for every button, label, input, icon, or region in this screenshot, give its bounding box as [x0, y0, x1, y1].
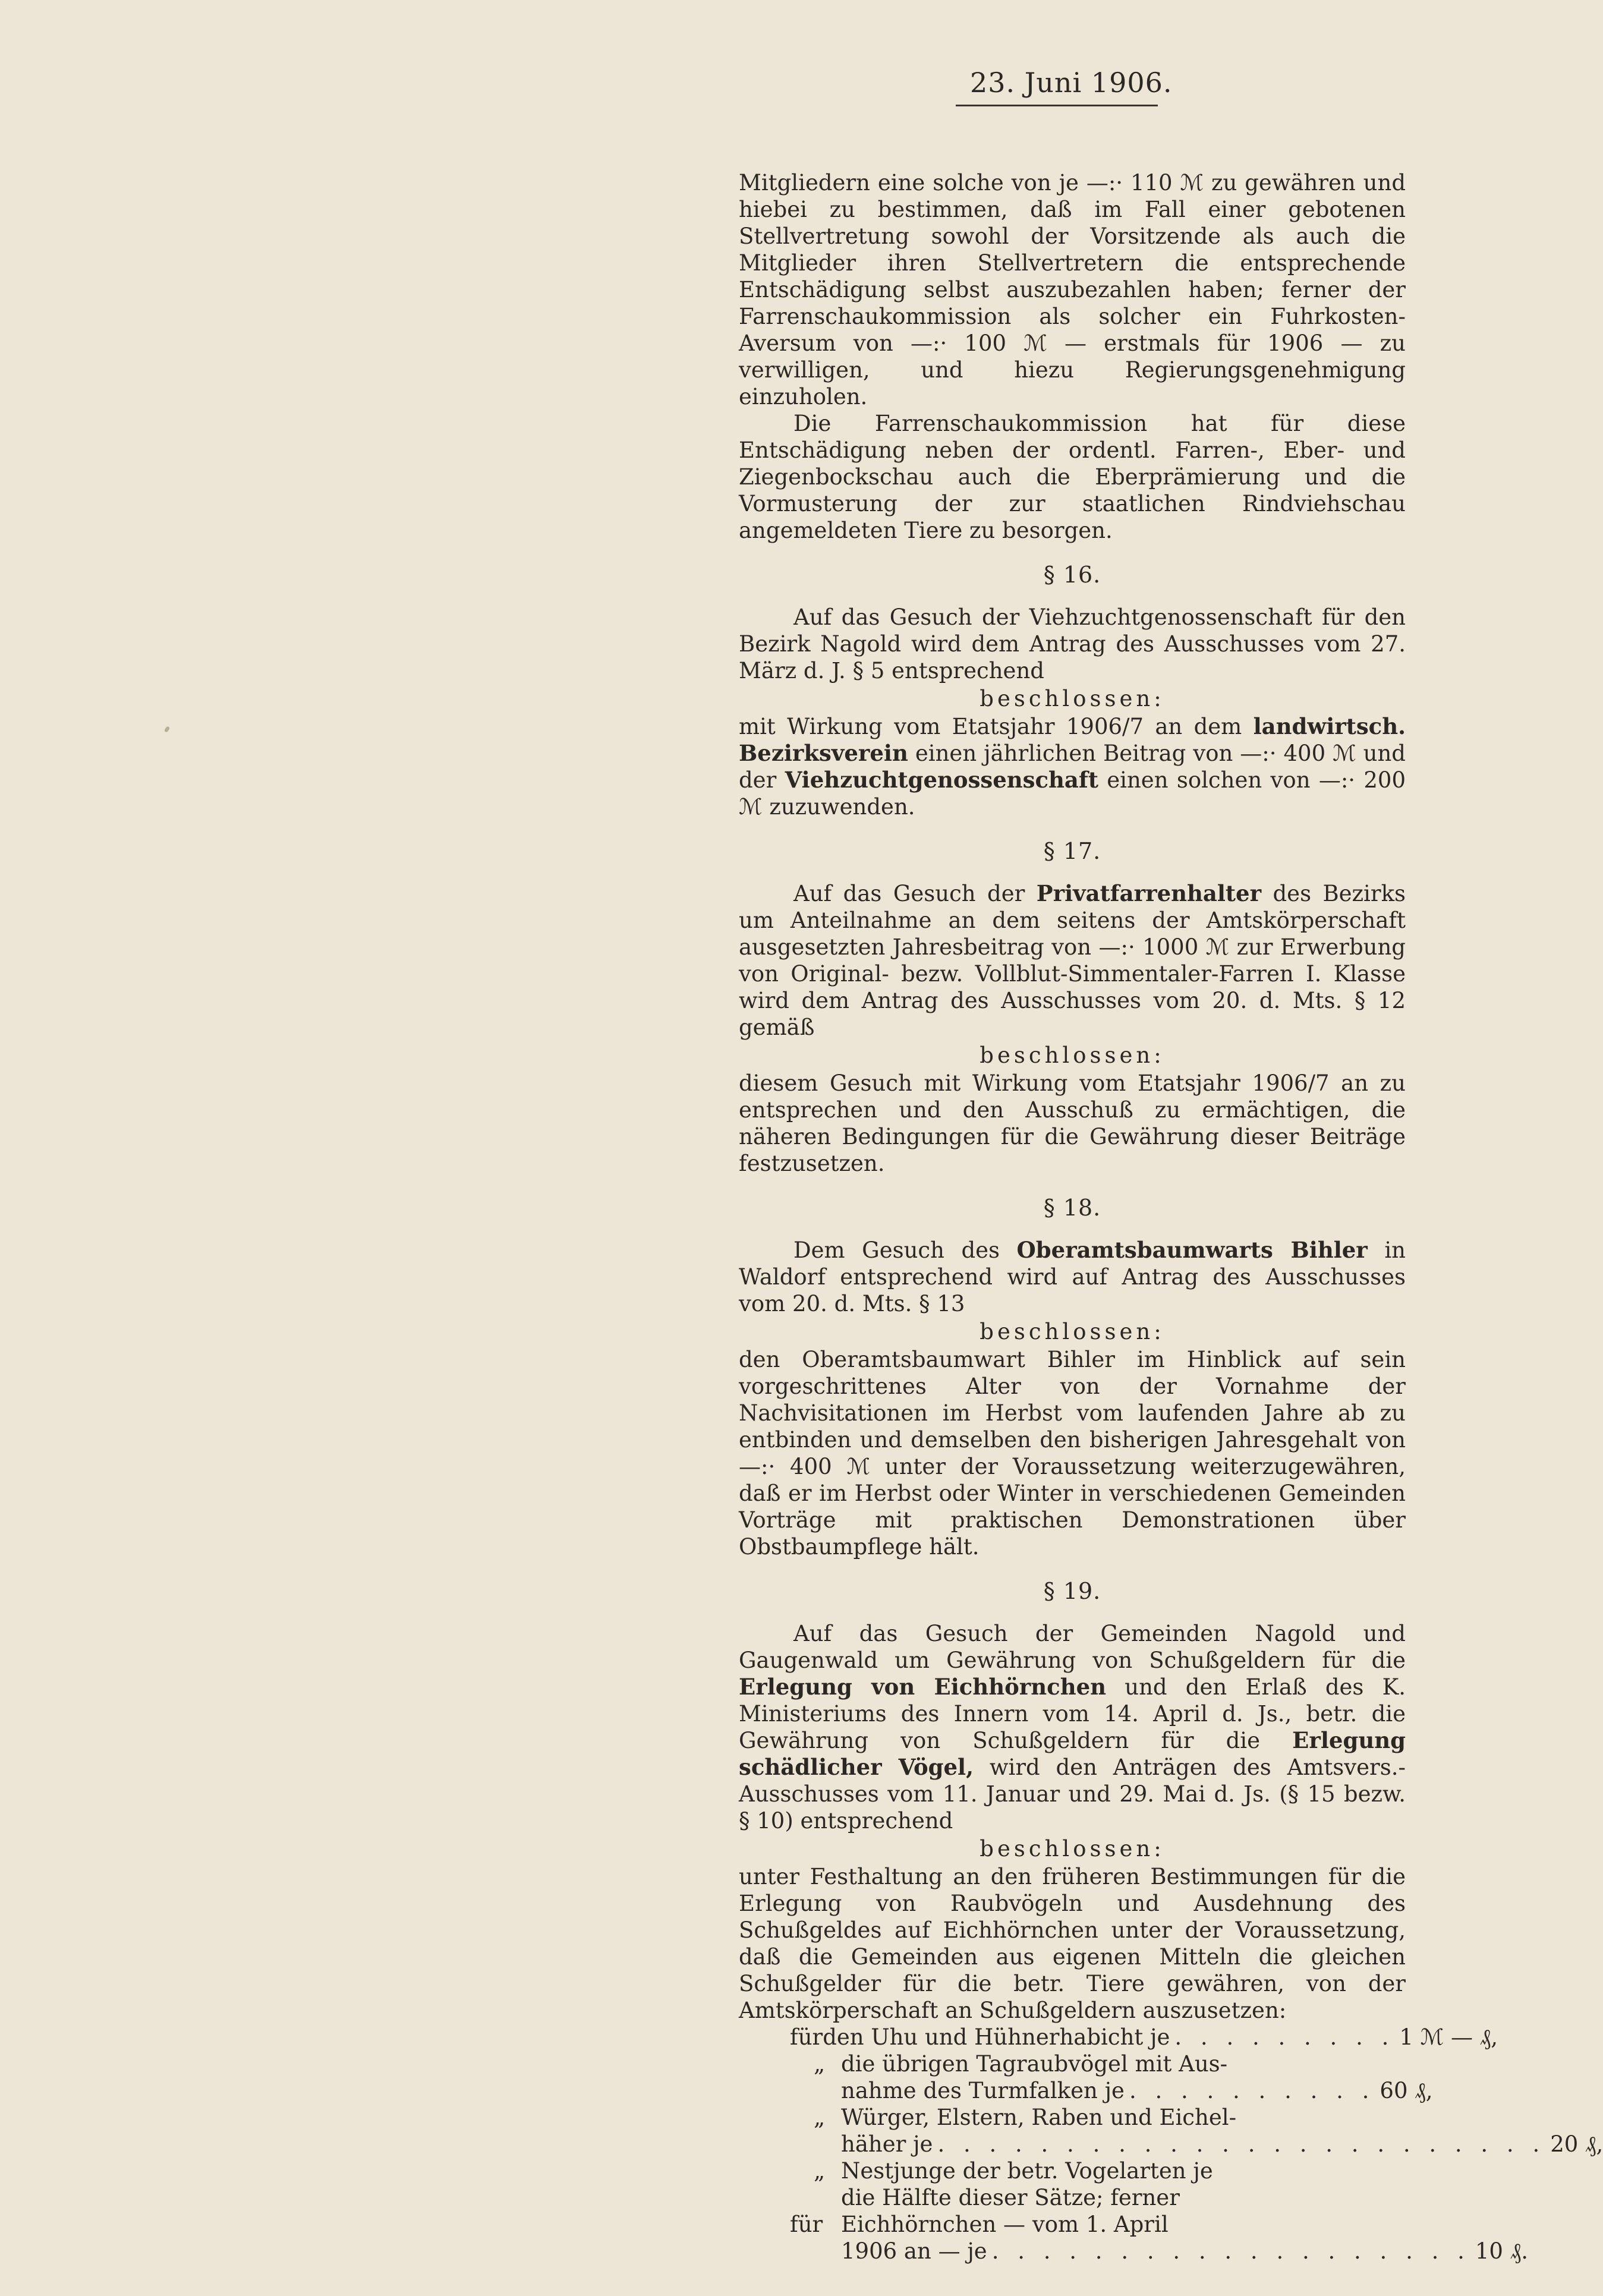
- section-18-body: den Oberamtsbaumwart Bihler im Hinblick auf sein vorgeschrittenes Alter von der Vornahme der Nachvisitationen im Herbst vom laufenden Jahre ab zu entbinden und demselben den bisherigen Jahresgehalt von —:· 400 ℳ unter der Voraussetzung weiterzugewähren, daß er im Herbst oder Winter in verschiedenen Gemeinden Vorträge mit praktischen Demonstrationen über Obstbaumpflege hält.: [739, 1347, 1406, 1560]
- table-row: für Eichhörnchen — vom 1. April: [790, 2212, 1169, 2237]
- section-18-resolved: beschlossen:: [980, 1319, 1165, 1344]
- section-16-body: mit Wirkung vom Etatsjahr 1906/7 an dem landwirtsch. Bezirksverein einen jährlichen Beitrag von —:· 400 ℳ und der Viehzuchtgenossenschaft einen solchen von —:· 200 ℳ zuzuwenden.: [739, 713, 1406, 820]
- section-19-resolved: beschlossen:: [980, 1836, 1165, 1862]
- section-19-body: unter Festhaltung an den früheren Bestimmungen für die Erlegung von Raubvögeln und Ausdehnung des Schußgeldes auf Eichhörnchen unter der Voraussetzung, daß die Gemeinden aus eigenen Mitteln die gleichen Schußgelder für die betr. Tiere gewähren, von der Amtskörperschaft an Schußgeldern auszusetzen:: [739, 1864, 1406, 2023]
- section-18-heading: § 18.: [1043, 1195, 1101, 1221]
- section-16-resolved: beschlossen:: [980, 686, 1165, 711]
- table-row: die Hälfte dieser Sätze; ferner: [841, 2185, 1180, 2210]
- section-19-heading: § 19.: [1043, 1578, 1101, 1604]
- section-16-intro: Auf das Gesuch der Viehzuchtgenossenschaft für den Bezirk Nagold wird dem Antrag des Ausschusses vom 27. März d. J. § 5 entsprechend: [739, 604, 1406, 684]
- section-19-intro: Auf das Gesuch der Gemeinden Nagold und Gaugenwald um Gewährung von Schußgeldern für die Erlegung von Eichhörnchen und den Erlaß des K. Ministeriums des Innern vom 14. April d. Js., betr. die Gewährung von Schußgeldern für die Erlegung schädlicher Vögel, wird den Anträgen des Amtsvers.-Ausschusses vom 11. Januar und 29. Mai d. Js. (§ 15 bezw. § 10) entsprechend: [739, 1621, 1406, 1834]
- paragraph-continuation: Mitgliedern eine solche von je —:· 110 ℳ zu gewähren und hiebei zu bestimmen, daß im Fall einer gebotenen Stellvertretung sowohl der Vorsitzende als auch die Mitglieder ihren Stellvertretern die entsprechende Entschädigung selbst auszubezahlen haben; ferner der Farrenschaukommission als solcher ein Fuhrkosten-Aversum von —:· 100 ℳ — erstmals für 1906 — zu verwilligen, und hiezu Regierungsgenehmigung einzuholen.: [739, 170, 1406, 410]
- emphasis-privatfarrenhalter: Privatfarrenhalter: [1036, 880, 1262, 906]
- emphasis-voegel: Erlegung schädlicher Vögel,: [739, 1727, 1406, 1780]
- section-17-resolved: beschlossen:: [980, 1043, 1165, 1068]
- emphasis-eichhoernchen: Erlegung von Eichhörnchen: [739, 1674, 1107, 1700]
- table-row: 1906 an — je . . . . . . . . . . . . . . . . . . . 10 ₰.: [841, 2238, 1528, 2264]
- table-row: für den Uhu und Hühnerhabicht je . . . . . . . . . 1 ℳ — ₰,: [790, 2024, 1498, 2050]
- table-row: häher je . . . . . . . . . . . . . . . . . . . . . . . . 20 ₰,: [841, 2131, 1603, 2157]
- table-row: „ die übrigen Tagraubvögel mit Aus-: [814, 2051, 1228, 2077]
- emphasis-bezirksverein: landwirtsch. Bezirksverein: [739, 713, 1406, 766]
- section-17-heading: § 17.: [1043, 838, 1101, 864]
- amount: 10 ₰.: [1475, 2238, 1528, 2264]
- amount: 1 ℳ — ₰,: [1399, 2024, 1498, 2050]
- section-16-heading: § 16.: [1043, 562, 1101, 588]
- table-row: „ Würger, Elstern, Raben und Eichel-: [814, 2105, 1237, 2130]
- main-text: [739, 169, 1603, 2264]
- amount: 20 ₰,: [1550, 2131, 1603, 2157]
- emphasis-genossenschaft: Viehzuchtgenossenschaft: [785, 767, 1098, 793]
- table-row: nahme des Turmfalken je . . . . . . . . . . 60 ₰,: [841, 2078, 1433, 2103]
- paragraph-commission: Die Farrenschaukommission hat für diese Entschädigung neben der ordentl. Farren-, Eber- und Ziegenbockschau auch die Eberprämierung und die Vormusterung der zur staatlichen Rindviehschau angemeldeten Tiere zu besorgen.: [739, 411, 1406, 543]
- paper-speck: [164, 726, 171, 733]
- bounty-table: [790, 2024, 1603, 2264]
- section-17-intro: Auf das Gesuch der Privatfarrenhalter des Bezirks um Anteilnahme an dem seitens der Amtskörperschaft ausgesetzten Jahresbeitrag von —:· 1000 ℳ zur Erwerbung von Original- bezw. Vollblut-Simmentaler-Farren I. Klasse wird dem Antrag des Ausschusses vom 20. d. Mts. § 12 gemäß: [739, 880, 1406, 1040]
- section-18-intro: Dem Gesuch des Oberamtsbaumwarts Bihler in Waldorf entsprechend wird auf Antrag des Ausschusses vom 20. d. Mts. § 13: [739, 1237, 1406, 1317]
- header-rule: [956, 105, 1158, 106]
- emphasis-bihler: Oberamtsbaumwarts Bihler: [1016, 1237, 1368, 1263]
- section-17-body: diesem Gesuch mit Wirkung vom Etatsjahr 1906/7 an zu entsprechen und den Ausschuß zu ermächtigen, die näheren Bedingungen für die Gewährung dieser Beiträge festzusetzen.: [739, 1070, 1406, 1176]
- page-header-date: 23. Juni 1906.: [970, 67, 1173, 99]
- table-row: „ Nestjunge der betr. Vogelarten je: [814, 2158, 1213, 2184]
- amount: 60 ₰,: [1380, 2078, 1433, 2103]
